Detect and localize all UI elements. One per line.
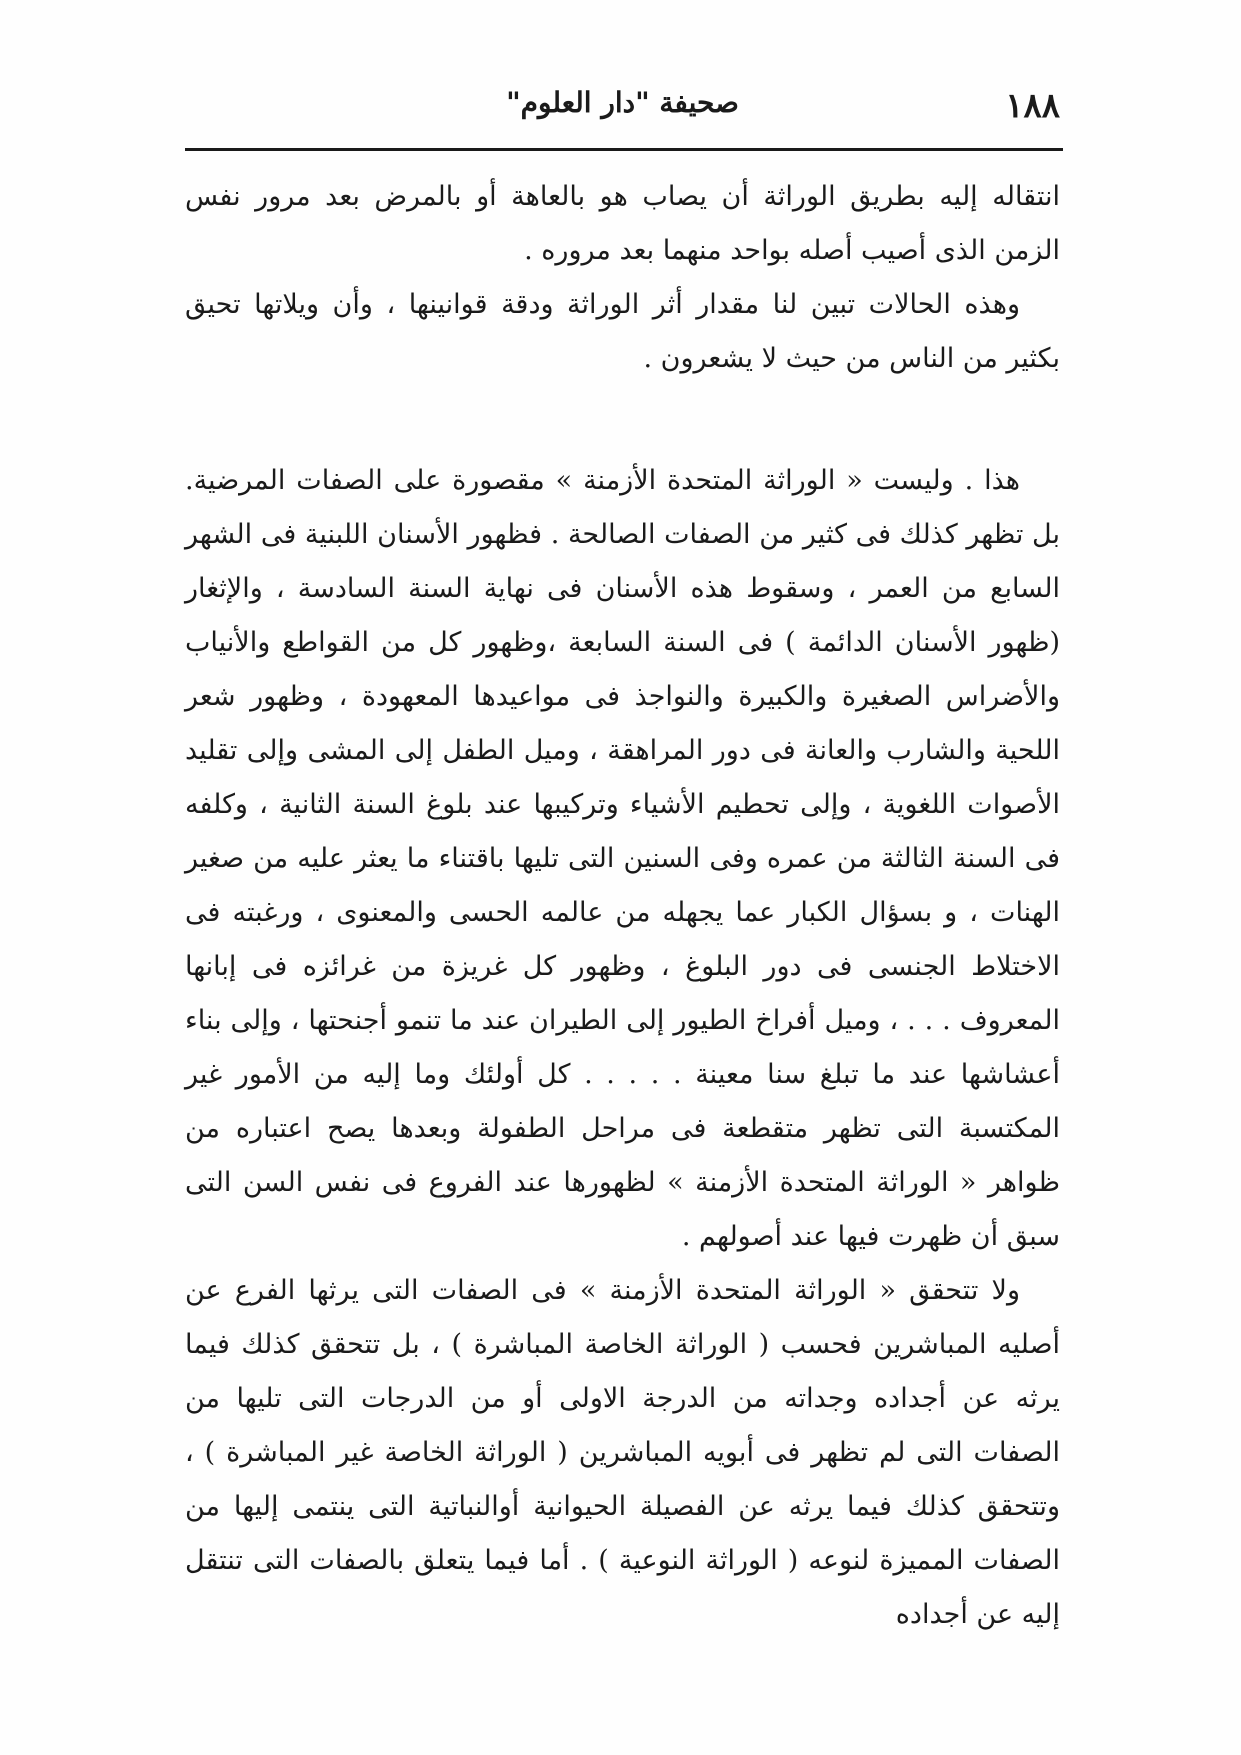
header-divider <box>185 148 1063 151</box>
paragraph-gap <box>185 386 1060 454</box>
body-text <box>185 170 1060 1642</box>
paragraph-1: انتقاله إليه بطريق الوراثة أن يصاب هو بالعاهة أو بالمرض بعد مرور نفس الزمن الذى أصيب أصله بواحد منهما بعد مروره . <box>185 181 1060 266</box>
paragraph-4: ولا تتحقق « الوراثة المتحدة الأزمنة » فى الصفات التى يرثها الفرع عن أصليه المباشرين فحسب ( الوراثة الخاصة المباشرة ) ، بل تتحقق كذلك فيما يرثه عن أجداده وجداته من الدرجة الاولى أو من الدرجات التى تليها من الصفات التى لم تظهر فى أبويه المباشرين ( الوراثة الخاصة غير المباشرة ) ، وتتحقق كذلك فيما يرثه عن الفصيلة الحيوانية أوالنباتية التى ينتمى إليها من الصفات المميزة لنوعه ( الوراثة النوعية ) . أما فيما يتعلق بالصفات التى تنتقل إليه عن أجداده <box>185 1275 1060 1630</box>
paragraph-2: وهذه الحالات تبين لنا مقدار أثر الوراثة ودقة قوانينها ، وأن ويلاتها تحيق بكثير من الناس من حيث لا يشعرون . <box>185 289 1060 374</box>
running-title: صحيفة "دار العلوم" <box>506 86 739 119</box>
page-number: ١٨٨ <box>1005 86 1060 126</box>
page-header <box>185 82 1060 142</box>
paragraph-3: هذا . وليست « الوراثة المتحدة الأزمنة » مقصورة على الصفات المرضية. بل تظهر كذلك فى كثير من الصفات الصالحة . فظهور الأسنان اللبنية فى الشهر السابع من العمر ، وسقوط هذه الأسنان فى نهاية السنة السادسة ، والإثغار (ظهور الأسنان الدائمة ) فى السنة السابعة ،وظهور كل من القواطع والأنياب والأضراس الصغيرة والكبيرة والنواجذ فى مواعيدها المعهودة ، وظهور شعر اللحية والشارب والعانة فى دور المراهقة ، وميل الطفل إلى المشى وإلى تقليد الأصوات اللغوية ، وإلى تحطيم الأشياء وتركيبها عند بلوغ السنة الثانية ، وكلفه فى السنة الثالثة من عمره وفى السنين التى تليها باقتناء ما يعثر عليه من صغير الهنات ، و بسؤال الكبار عما يجهله من عالمه الحسى والمعنوى ، ورغبته فى الاختلاط الجنسى فى دور البلوغ ، وظهور كل غريزة من غرائزه فى إبانها المعروف . . . ، وميل أفراخ الطيور إلى الطيران عند ما تنمو أجنحتها ، وإلى بناء أعشاشها عند ما تبلغ سنا معينة . . . . . كل أولئك وما إليه من الأمور غير المكتسبة التى تظهر متقطعة فى مراحل الطفولة وبعدها يصح اعتباره من ظواهر « الوراثة المتحدة الأزمنة » لظهورها عند الفروع فى نفس السن التى سبق أن ظهرت فيها عند أصولهم . <box>185 465 1060 1252</box>
